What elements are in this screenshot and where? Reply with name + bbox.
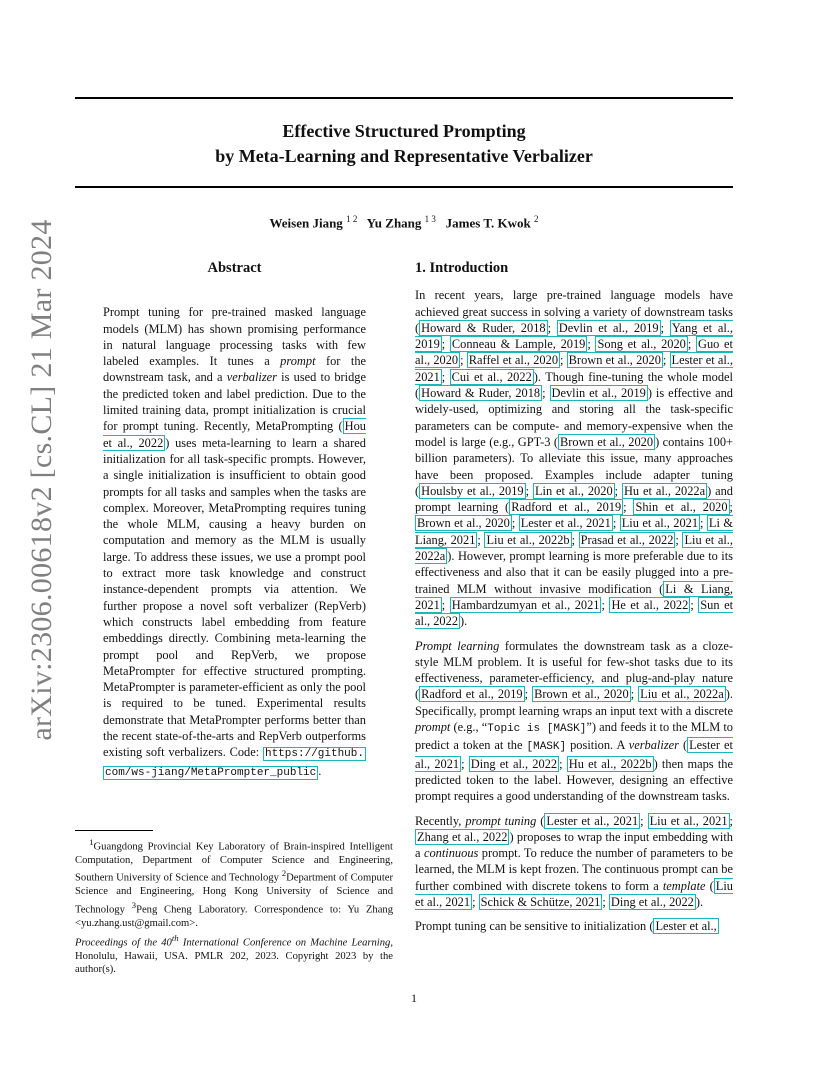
page-number: 1 (411, 991, 417, 1005)
title-line-1: Effective Structured Prompting (282, 121, 526, 141)
citation-link[interactable]: Brown et al., 2020 (417, 516, 510, 531)
citation-link[interactable]: Prasad et al., 2022 (580, 532, 674, 547)
footnotes (75, 836, 393, 930)
citation-link[interactable]: Cui et al., 2022 (451, 369, 532, 384)
author-affiliation: 1 3 (424, 214, 436, 224)
citation-link[interactable]: He et al., 2022 (611, 597, 689, 612)
citation-link[interactable]: Ding et al., 2022 (470, 756, 558, 771)
citation-link[interactable]: Brown et al., 2020 (560, 434, 654, 449)
citation-link[interactable]: Brown et al., 2020 (534, 687, 629, 702)
citation-link[interactable]: Schick & Schütze, 2021 (480, 894, 601, 909)
citation-link[interactable]: Lester et al., (655, 919, 717, 934)
citation-link[interactable]: Liu et al., 2022a (640, 687, 724, 702)
citation-link[interactable]: Shin et al., 2020 (635, 500, 728, 515)
citation-link[interactable]: Liu et al., 2021 (415, 878, 734, 909)
citation-link[interactable]: Ding et al., 2022 (610, 894, 694, 909)
citation-link[interactable]: Lester et al., 2021 (546, 813, 639, 828)
author-affiliation: 1 2 (346, 214, 358, 224)
citation-link[interactable]: Liu et al., 2021 (649, 813, 728, 828)
title-line-2: by Meta-Learning and Representative Verbalizer (215, 146, 593, 166)
citation-link[interactable]: Li & Liang, 2021 (415, 581, 733, 612)
section-heading: 1. Introduction (415, 260, 509, 276)
citation-link[interactable]: Hambardzumyan et al., 2021 (451, 597, 600, 612)
citation-link[interactable]: Hu et al., 2022a (623, 483, 706, 498)
code-url-link[interactable]: https://github. (264, 748, 364, 761)
citation-link[interactable]: Hou et al., 2022 (103, 419, 366, 450)
citation-link[interactable]: Conneau & Lample, 2019 (451, 337, 586, 352)
author-name: James T. Kwok (445, 215, 531, 231)
footnote-rule (75, 830, 153, 831)
citation-link[interactable]: Liu et al., 2022a (415, 532, 733, 564)
citation-link[interactable]: Lester et al., 2021 (415, 738, 733, 771)
introduction-section (415, 260, 733, 943)
citation-link[interactable]: Lester et al., 2021 (415, 353, 733, 384)
title-rule-bottom (75, 186, 733, 188)
author-list (75, 214, 733, 231)
abstract-heading: Abstract (207, 260, 262, 276)
citation-link[interactable]: Brown et al., 2020 (568, 353, 661, 368)
citation-link[interactable]: Houlsby et al., 2019 (421, 483, 524, 498)
citation-link[interactable]: Yang et al., 2019 (415, 320, 733, 352)
code-snippet: [MASK] (526, 741, 567, 754)
citation-link[interactable]: Radford et al., 2019 (511, 500, 622, 515)
citation-link[interactable]: Liu et al., 2022b (486, 532, 570, 547)
citation-link[interactable]: Lester et al., 2021 (520, 516, 611, 531)
intro-paragraph-1: In recent years, large pre-trained language models have achieved great success in solving a variety of downstream tasks ( Howard & Ruder, 2018 ; Devlin et al., 2019 ; Yang et al., 2019 ; Conneau & Lample, 2019 ; Song et al., 2020 ; Guo et al., 2020 ; Raffel et al., 2020 ; Brown et al., 2020 ; Lester et al., 2021 ; Cui et al., 2022 ). Though fine-tuning the whole model ( Howard & Ruder, 2018 ; Devlin et al., 2019 ) is effective and widely-used, optimizing and storing all the task-specific parameters can be compute- and memory-expensive when the model is large (e.g., GPT-3 ( Brown et al., 2020 ) contains 100+ billion parameters). To alleviate this issue, many approaches have been proposed. Examples include adapter tuning ( Houlsby et al., 2019 ; Lin et al., 2020 ; Hu et al., 2022a ) and prompt learning ( Radford et al., 2019 ; Shin et al., 2020 ; Brown et al., 2020 ; Lester et al., 2021 ; Liu et al., 2021 ; Li & Liang, 2021 ; Liu et al., 2022b ; Prasad et al., 2022 ; Liu et al., 2022a ). However, prompt learning is more preferable due to its effectiveness and also that it can be easily plugged into a pre-trained MLM without invasive modification ( Li & Liang, 2021 ; Hambardzumyan et al., 2021 ; He et al., 2022 ; Sun et al., 2022 ). (415, 288, 734, 629)
citation-link[interactable]: Song et al., 2020 (597, 337, 686, 352)
abstract-text: Prompt tuning for pre-trained masked language models (MLM) has shown promising performance in natural language processing tasks with few labeled examples. It tunes a prompt for the downstream task, and a verbalizer is used to bridge the predicted token and label prediction. Due to the limited training data, prompt initialization is crucial for prompt tuning. Recently, MetaPrompting ( Hou et al., 2022 ) uses meta-learning to learn a shared initialization for all task-specific prompts. However, a single initialization is insufficient to obtain good prompts for all tasks and samples when the tasks are complex. Moreover, MetaPrompting requires tuning the whole MLM, causing a heavy burden on computation and memory as the MLM is usually large. To address these issues, we use a prompt pool to extract more task knowledge and construct instance-dependent prompts via attention. We further propose a novel soft verbalizer (RepVerb) which constructs label embedding from feature embeddings directly. Combining meta-learning the prompt pool and RepVerb, we propose MetaPrompter for effective structured prompting. MetaPrompter is parameter-efficient as only the pool is required to be tuned. Experimental results demonstrate that MetaPrompter performs better than the recent state-of-the-arts and RepVerb outperforms existing soft verbalizers. Code: https://github. com/ws-jiang/MetaPrompter_public . (103, 305, 367, 779)
citation-link[interactable]: Li & Liang, 2021 (415, 516, 733, 547)
citation-link[interactable]: Liu et al., 2021 (621, 516, 699, 531)
title-rule-top (75, 97, 733, 99)
intro-paragraph-3: Recently, prompt tuning ( Lester et al., 2021 ; Liu et al., 2021 ; Zhang et al., 2022 ) proposes to wrap the input embedding with a continuous prompt. To reduce the number of parameters to be learned, the MLM is kept frozen. The continuous prompt can be further combined with discrete tokens to form a template ( Liu et al., 2021 ; Schick & Schütze, 2021 ; Ding et al., 2022 ). (415, 813, 734, 909)
affiliation-footnote: $^1$Guangdong Provincial Key Laboratory of Brain-inspired Intelligent Computation, Department of Computer Science and Engineering, Southern University of Science and Technology $^2$Department of Computer Science and Engineering, Hong Kong University of Science and Technology $^3$Peng Cheng Laboratory. Correspondence to: Yu Zhang <yu.zhang.ust@gmail.com>. (75, 837, 394, 929)
citation-link[interactable]: Radford et al., 2019 (421, 687, 523, 702)
citation-link[interactable]: Hu et al., 2022b (568, 756, 652, 771)
author-name: Weisen Jiang (269, 215, 343, 231)
citation-link[interactable]: Sun et al., 2022 (415, 597, 734, 629)
citation-link[interactable]: Zhang et al., 2022 (417, 829, 508, 844)
citation-link[interactable]: Devlin et al., 2019 (558, 320, 659, 335)
citation-link[interactable]: Devlin et al., 2019 (551, 386, 646, 401)
author-name: Yu Zhang (366, 215, 422, 231)
code-url-link-cont[interactable]: com/ws-jiang/MetaPrompter_public (105, 766, 317, 779)
proceedings-note: Proceedings of the 40th International Conference on Machine Learning, Honolulu, Hawaii, USA. PMLR 202, 2023. Copyright 2023 by the author(s). (75, 933, 393, 976)
abstract-section (103, 260, 366, 789)
intro-paragraph-2: Prompt learning formulates the downstream task as a cloze-style MLM problem. It is useful for few-shot tasks due to its effectiveness, parameter-efficiency, and plug-and-play nature ( Radford et al., 2019 ; Brown et al., 2020 ; Liu et al., 2022a ). Specifically, prompt learning wraps an input text with a discrete prompt (e.g., “Topic is [MASK]”) and feeds it to the MLM to predict a token at the [MASK] position. A verbalizer ( Lester et al., 2021 ; Ding et al., 2022 ; Hu et al., 2022b ) then maps the predicted token to the label. However, designing an effective prompt requires a good understanding of the downstream tasks. (415, 638, 733, 804)
code-snippet: Topic is [MASK] (487, 723, 587, 736)
author-affiliation: 2 (534, 214, 539, 224)
arxiv-identifier: arXiv:2306.00618v2 [cs.CL] 21 Mar 2024 (25, 219, 58, 741)
citation-link[interactable]: Raffel et al., 2020 (468, 353, 559, 368)
intro-paragraph-4: Prompt tuning can be sensitive to initialization ( Lester et al., (415, 919, 717, 934)
citation-link[interactable]: Guo et al., 2020 (415, 337, 733, 368)
citation-link[interactable]: Howard & Ruder, 2018 (421, 320, 546, 335)
citation-link[interactable]: Howard & Ruder, 2018 (421, 386, 541, 401)
paper-title (75, 119, 733, 169)
citation-link[interactable]: Lin et al., 2020 (534, 483, 613, 498)
